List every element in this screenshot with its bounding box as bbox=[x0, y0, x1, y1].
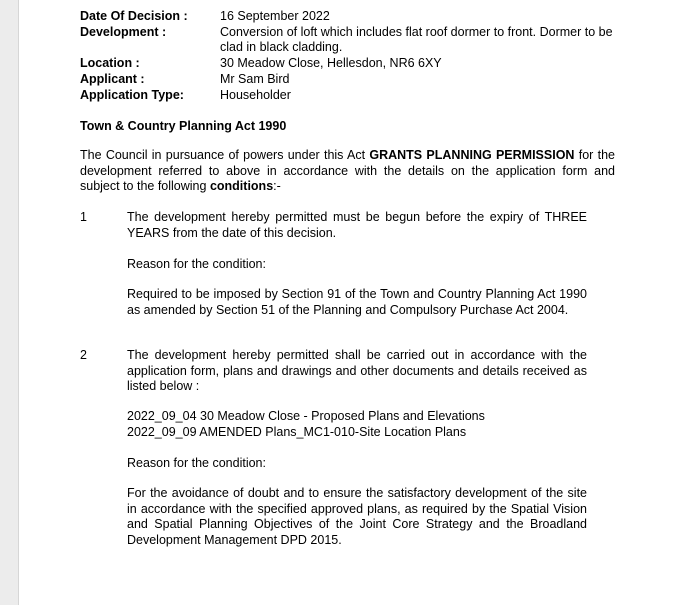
decision-date-label: Date Of Decision : bbox=[80, 9, 188, 23]
development-value: Conversion of loft which includes flat roof dormer to front. Dormer to be clad in black cladding. bbox=[220, 25, 613, 54]
intro-conditions-bold: conditions bbox=[209, 179, 274, 193]
condition-2-number: 2 bbox=[80, 348, 87, 362]
intro-text-1: The Council in pursuance of powers under this Act bbox=[80, 148, 370, 162]
condition-1-reason-label: Reason for the condition: bbox=[127, 257, 266, 271]
application-type-label: Application Type: bbox=[80, 88, 184, 102]
applicant-label: Applicant : bbox=[80, 72, 145, 86]
condition-1-text: The development hereby permitted must be begun before the expiry of THREE YEARS from the date of this decision. bbox=[127, 210, 587, 240]
condition-2-reason: For the avoidance of doubt and to ensure the satisfactory development of the site in accordance with the specified approved plans, as required by the Spatial Vision and Spatial Planning Objectives of the Joint Core Strategy and the Broadland Development Management DPD 2015. bbox=[127, 486, 587, 547]
location-value: 30 Meadow Close, Hellesdon, NR6 6XY bbox=[220, 56, 442, 70]
intro-grant-bold: GRANTS PLANNING PERMISSION bbox=[369, 148, 575, 162]
application-type-value: Householder bbox=[220, 88, 291, 102]
approved-plan-1: 2022_09_04 30 Meadow Close - Proposed Plans and Elevations bbox=[127, 409, 485, 423]
condition-1-reason: Required to be imposed by Section 91 of the Town and Country Planning Act 1990 as amended by Section 51 of the Planning and Compulsory Purchase Act 2004. bbox=[127, 287, 587, 317]
decision-date-value: 16 September 2022 bbox=[220, 9, 330, 23]
location-label: Location : bbox=[80, 56, 140, 70]
condition-1-number: 1 bbox=[80, 210, 87, 224]
condition-2-text: The development hereby permitted shall be carried out in accordance with the application form, plans and drawings and other documents and details received as listed below : bbox=[127, 348, 587, 393]
intro-text-3: :- bbox=[273, 179, 281, 193]
intro-text-2: for the development referred to above in accordance with the details on the application form and subject to the following bbox=[80, 148, 615, 193]
document-page bbox=[18, 0, 674, 605]
development-label: Development : bbox=[80, 25, 167, 39]
applicant-value: Mr Sam Bird bbox=[220, 72, 290, 86]
intro-paragraph bbox=[80, 148, 615, 195]
approved-plan-2: 2022_09_09 AMENDED Plans_MC1-010-Site Location Plans bbox=[127, 425, 467, 439]
condition-2-reason-label: Reason for the condition: bbox=[127, 456, 266, 470]
act-heading: Town & Country Planning Act 1990 bbox=[80, 119, 287, 133]
